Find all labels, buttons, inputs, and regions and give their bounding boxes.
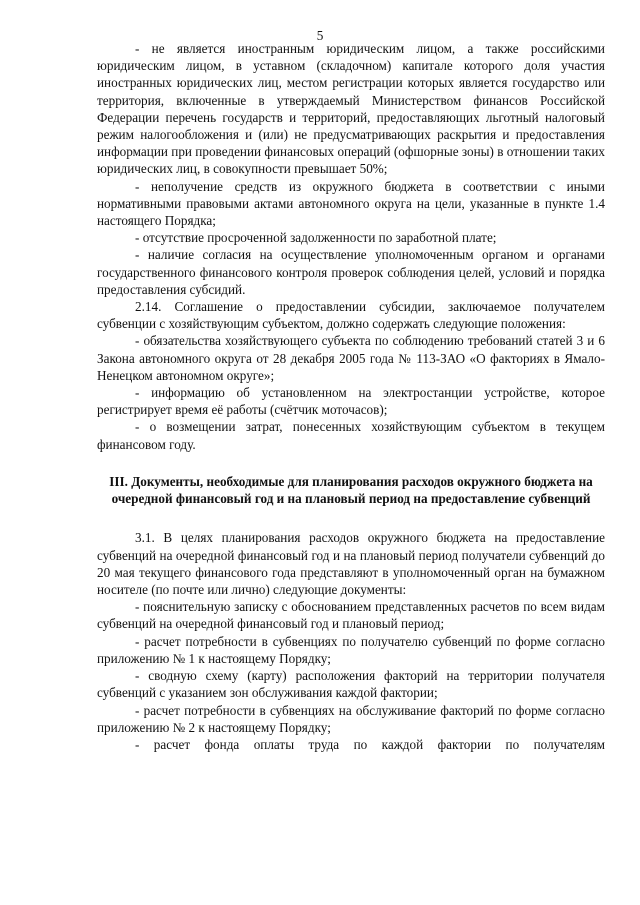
paragraph-obligations: - обязательства хозяйствующего субъекта по соблюдению требований статей 3 и 6 Закона автономного округа от 28 декабря 2005 года № 113-ЗАО «О факториях в Ямало-Ненецком автономном округе»;: [97, 333, 605, 383]
page-number: 5: [316, 28, 324, 43]
paragraph-explanatory-note: - пояснительную записку с обоснованием представленных расчетов по всем видам субвенций на очередной финансовый год и плановый период;: [97, 599, 605, 632]
document-body: [97, 40, 605, 753]
paragraph-offshore-condition: - не является иностранным юридическим лицом, а также российскими юридическим лицом, в уставном (складочном) капитале которого доля участия иностранных юридических лиц, местом регистрации которых является государство или территория, включенные в утверждаемый Министерством финансов Российской Федерации перечень государств и территорий, предоставляющих льготный налоговый режим налогообложения и (или) не предусматривающих раскрытия и предоставления информации при проведении финансовых операций (офшорные зоны) в отношении таких юридических лиц, в совокупности превышает 50%;: [97, 41, 605, 177]
paragraph-appendix-2: - расчет потребности в субвенциях на обслуживание факторий по форме согласно приложению № 2 к настоящему Порядку;: [97, 702, 605, 735]
paragraph-payroll: - расчет фонда оплаты труда по каждой фактории по получателям: [135, 736, 605, 752]
paragraph-3-1: 3.1. В целях планирования расходов окружного бюджета на предоставление субвенций на очередной финансовый год и на плановый период получатели субвенций до 20 мая текущего финансового года представляют в уполномоченный орган на бумажном носителе (по почте или лично) следующие документы:: [97, 530, 605, 598]
paragraph-no-other-funds: - неполучение средств из окружного бюджета в соответствии с иными нормативными правовыми актами автономного округа на цели, указанные в пункте 1.4 настоящего Порядка;: [97, 178, 605, 229]
paragraph-cost-reimbursement: - о возмещении затрат, понесенных хозяйствующим субъектом в текущем финансовом году.: [97, 419, 605, 452]
section-heading: III. Документы, необходимые для планирования расходов окружного бюджета на очередной финансовый год и на плановый период на предоставление субвенций: [109, 473, 593, 506]
paragraph-consent-to-audit: - наличие согласия на осуществление уполномоченным органом и органами государственного финансового контроля проверок соблюдения целей, условий и порядка предоставления субсидий.: [97, 247, 605, 297]
paragraph-map: - сводную схему (карту) расположения факторий на территории получателя субвенций с указанием зон обслуживания каждой фактории;: [97, 668, 605, 701]
paragraph-2-14-agreement: 2.14. Соглашение о предоставлении субсидии, заключаемое получателем субвенции с хозяйствующим субъектом, должно содержать следующие положения:: [97, 299, 605, 332]
paragraph-hour-meter: - информацию об установленном на электростанции устройстве, которое регистрирует время её работы (счётчик моточасов);: [97, 385, 605, 418]
paragraph-no-wage-arrears: - отсутствие просроченной задолженности по заработной плате;: [135, 230, 497, 246]
paragraph-appendix-1: - расчет потребности в субвенциях по получателю субвенций по форме согласно приложению № 1 к настоящему Порядку;: [97, 633, 605, 666]
